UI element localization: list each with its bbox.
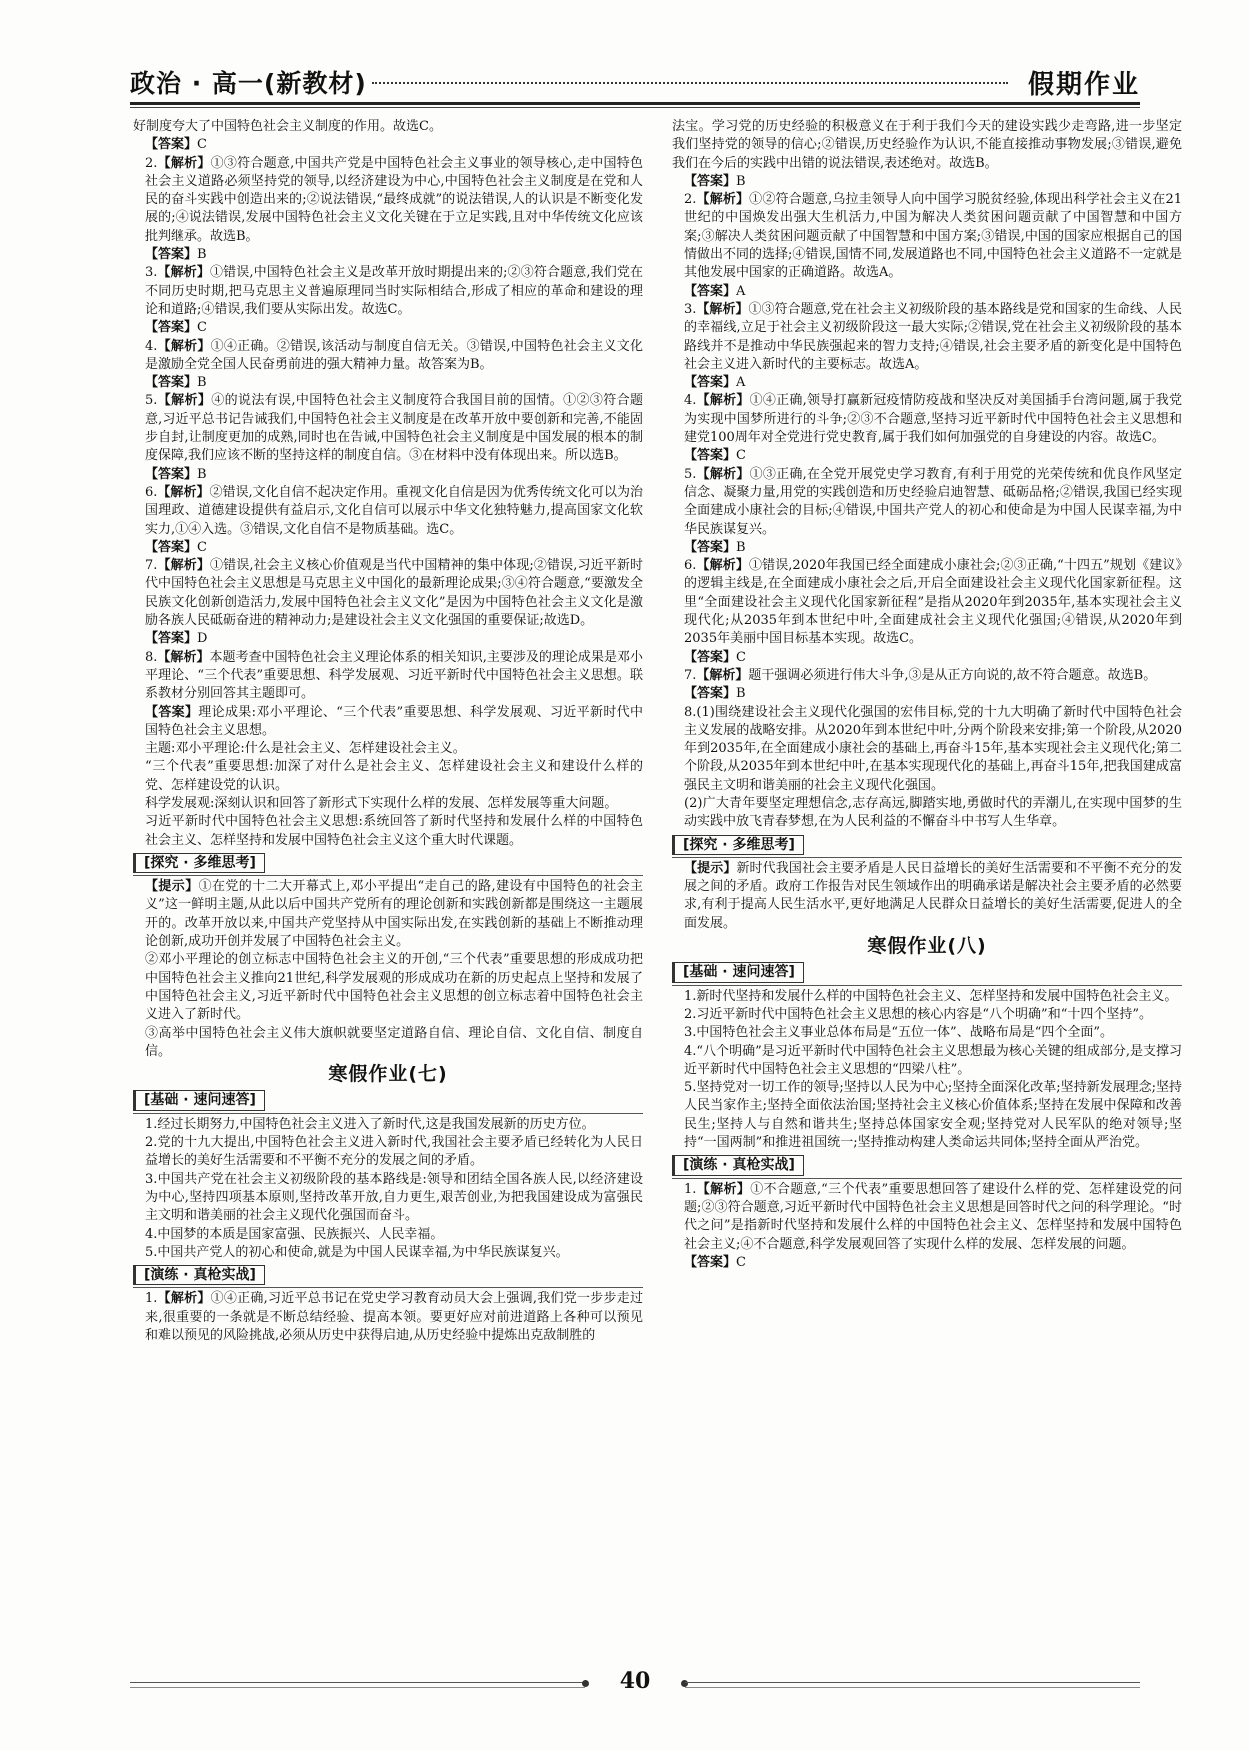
text-paragraph [133,1025,643,1062]
page-footer [130,1668,1140,1698]
item-label: 【答案】 [145,320,198,336]
right-column [672,118,1182,1272]
answer-line [672,1254,1182,1272]
item-text: 本题考查中国特色社会主义理论体系的相关知识,主要涉及的理论成果是邓小平理论、“三个代表”重要思想、科学发展观、习近平新时代中国特色社会主义思想。联系教材分别回答其主题即可。 [145,649,643,702]
section-heading-label: [探究 · 多维思考] [133,853,265,873]
item-text: ②错误,文化自信不起决定作用。重视文化自信是因为优秀传统文化可以为治国理政、道德建设提供有益启示,文化自信可以展示中华文化独特魅力,提高国家文化软实力,①④入选。③错误,文化自信不是物质基础。选C。 [145,484,643,537]
item-number: 1. [684,1181,697,1197]
item-text: A [736,283,746,299]
item-number: 5. [684,466,697,482]
item-text: ①④正确,领导打赢新冠疫情防疫战和坚决反对美国插手台湾问题,属于我党为实现中国梦所进行的斗争;②③不合题意,坚持习近平新时代中国特色社会主义思想和建党100周年对全党进行党史教育,属于我们如何加强党的自身建设的内容。故选C。 [684,393,1182,446]
item-text: B [197,247,207,263]
item-number: 4. [145,338,158,354]
left-column [133,118,643,1345]
section-heading-label: [基础 · 速问速答] [672,962,804,982]
item-number: 2. [684,1006,697,1022]
item-label: 【解析】 [696,466,750,482]
item-text: C [197,320,207,336]
item-text: ①④正确,习近平总书记在党史学习教育动员大会上强调,我们党一步步走过来,很重要的一条就是不断总结经验、提高本领。要更好应对前进道路上各种可以预见和难以预见的风险挑战,必须从历史中获得启迪,从历史经验中提炼出克敌制胜的 [145,1291,643,1343]
item-text: ①在党的十二大开幕式上,邓小平提出“走自己的路,建设有中国特色的社会主义”这一鲜明主题,从此以后中国共产党所有的理论创新和实践创新都是围绕这一主题展开的。改革开放以来,中国共产党坚持从中国实际出发,在实践创新的基础上不断推动理论创新,成功开创并发展了中国特色社会主义。 [145,879,643,950]
item-number: 1. [145,1291,158,1307]
answer-line [672,860,1182,933]
item-number: 4. [684,393,697,409]
question-item [133,649,643,704]
item-text: 中国共产党在社会主义初级阶段的基本路线是:领导和团结全国各族人民,以经济建设为中心,坚持四项基本原则,坚持改革开放,自力更生,艰苦创业,为把我国建设成为富强民主文明和谐美丽的社会主义现代化强国而奋斗。 [145,1171,643,1224]
item-text: ③高举中国特色社会主义伟大旗帜就要坚定道路自信、理论自信、文化自信、制度自信。 [145,1025,643,1059]
item-label: 【答案】 [684,539,737,555]
section-heading [672,959,1182,985]
item-number: 3. [145,1171,158,1187]
item-text: 新时代坚持和发展什么样的中国特色社会主义、怎样坚持和发展中国特色社会主义。 [696,988,1178,1004]
item-text: 法宝。学习党的历史经验的积极意义在于利于我们今天的建设实践少走弯路,进一步坚定我们坚持党的领导的信心;②错误,历史经验作为认识,不能直接推动事物发展;③错误,避免我们在今后的实践中出错的说法错误,表述绝对。故选B。 [672,119,1182,171]
item-text: 中国梦的本质是国家富强、民族振兴、人民幸福。 [157,1226,444,1242]
item-text: C [736,448,746,464]
question-item [672,1006,1182,1024]
question-item [672,301,1182,374]
text-paragraph [133,813,643,850]
item-label: 【答案】 [684,1254,737,1270]
section-title: 寒假作业(八) [867,935,987,958]
item-text: C [197,539,207,555]
item-text: “八个明确”是习近平新时代中国特色社会主义思想最为核心关键的组成部分,是支撑习近平新时代中国特色社会主义思想的“四梁八柱”。 [684,1043,1182,1077]
question-item [672,1024,1182,1042]
item-text: B [736,539,746,555]
item-text: 经过长期努力,中国特色社会主义进入了新时代,这是我国发展新的历史方位。 [157,1116,595,1132]
item-label: 【解析】 [696,558,749,574]
answer-line [133,466,643,484]
item-text: ④的说法有误,中国特色社会主义制度符合我国目前的国情。①②③符合题意,习近平总书记告诫我们,中国特色社会主义制度是在改革开放中要创新和完善,不能固步自封,让制度更加的成熟,同时也在告诫,中国特色社会主义制度是中国发展的根本的制度保障,我们应该不断的坚持这样的制度自信。③在材料中没有体现出来。所以选B。 [145,393,643,464]
item-text: “三个代表”重要思想:加深了对什么是社会主义、怎样建设社会主义和建设什么样的党、怎样建设党的认识。 [145,759,643,793]
item-number: 4. [684,1043,697,1059]
answer-line [133,246,643,264]
item-text: B [197,466,207,482]
item-text: ①错误,2020年我国已经全面建成小康社会;②③正确,“十四五”规划《建议》的逻辑主线是,在全面建成小康社会之后,开启全面建设社会主义现代化国家新征程。这里“全面建设社会主义现代化国家新征程”是指从2020年到2035年,基本实现社会主义现代化;从2035年到本世纪中叶,全面建成社会主义现代化强国;④错误,从2020年到2035年美丽中国目标基本实现。故选C。 [684,558,1182,647]
answer-line [133,630,643,648]
answer-line [672,539,1182,557]
section-heading [133,1087,643,1113]
section-heading-label: [演练 · 真枪实战] [672,1155,804,1175]
text-paragraph [133,758,643,795]
item-number: 6. [684,558,697,574]
item-text: ①不合题意,“三个代表”重要思想回答了建设什么样的党、怎样建设党的问题;②③符合题意,习近平新时代中国特色社会主义思想是回答时代之问的科学理论。“时代之问”是指新时代坚持和发展什么样的中国特色社会主义、怎样坚持和发展中国特色社会主义;④不合题意,科学发展观回答了实现什么样的发展、怎样发展的问题。 [684,1181,1182,1252]
item-number: 1. [684,988,697,1004]
footer-rule-right-2 [685,1687,1140,1688]
item-text: 中国共产党人的初心和使命,就是为中国人民谋幸福,为中华民族谋复兴。 [157,1244,569,1260]
item-number: 1. [145,1116,158,1132]
question-item [133,155,643,246]
item-number: 7. [145,558,158,574]
question-item [133,1171,643,1226]
item-text: 科学发展观:深刻认识和回答了新形式下实现什么样的发展、怎样发展等重大问题。 [145,795,618,811]
answer-line [133,319,643,337]
text-paragraph [133,118,643,136]
item-label: 【解析】 [696,1181,751,1197]
answer-line [672,685,1182,703]
item-number: 5. [145,1244,158,1260]
section-heading [133,1262,643,1288]
item-label: 【解析】 [696,393,750,409]
item-number: 2. [145,155,158,171]
item-label: 【答案】 [145,137,198,153]
item-number: 2. [684,192,697,208]
header-dotted-line [372,82,1008,84]
item-label: 【解析】 [157,649,210,665]
question-item [133,1244,643,1262]
question-item [133,392,643,465]
section-heading-label: [演练 · 真枪实战] [133,1265,265,1285]
header-rule [130,102,1140,105]
item-number: 5. [684,1080,697,1096]
item-label: 【提示】 [145,879,199,895]
question-item [672,1181,1182,1254]
item-label: 【答案】 [684,649,737,665]
answer-line [672,173,1182,191]
item-text: 习近平新时代中国特色社会主义思想:系统回答了新时代坚持和发展什么样的中国特色社会主义、怎样坚持和发展中国特色社会主义这个重大时代课题。 [145,814,643,848]
item-number: 3. [684,1025,697,1041]
question-item [672,704,1182,795]
answer-line [133,539,643,557]
question-item [133,557,643,630]
answer-line [672,649,1182,667]
item-text: (2)广大青年要坚定理想信念,志存高远,脚踏实地,勇做时代的弄潮儿,在实现中国梦的生动实践中放飞青春梦想,在为人民利益的不懈奋斗中书写人生华章。 [684,795,1182,830]
question-item [672,392,1182,447]
item-text: ①③符合题意,中国共产党是中国特色社会主义事业的领导核心,走中国特色社会主义道路必须坚持党的领导,以经济建设为中心,中国特色社会主义制度是在党和人民的奋斗实践中创造出来的;②说法错误,“最终成就”的说法错误,人的认识是不断变化发展的;④说法错误,发展中国特色社会主义文化关键在于立足实践,且对中华传统文化应该批判继承。故选B。 [145,155,643,244]
item-text: 理论成果:邓小平理论、“三个代表”重要思想、科学发展观、习近平新时代中国特色社会主义思想。 [145,704,643,738]
item-text: (1)围绕建设社会主义现代化强国的宏伟目标,党的十九大明确了新时代中国特色社会主义发展的战略安排。从2020年到本世纪中叶,分两个阶段来安排;第一个阶段,从2020年到2035年,在全面建成小康社会的基础上,再奋斗15年,基本实现社会主义现代化;第二个阶段,从2035年到本世纪中叶,在基本实现现代化的基础上,再奋斗15年,把我国建成富强民主文明和谐美丽的社会主义现代化强国。 [684,704,1182,793]
item-label: 【解析】 [157,265,211,281]
item-label: 【解析】 [696,192,750,208]
item-label: 【答案】 [145,375,198,391]
text-paragraph [133,740,643,758]
header-subject: 政治 · 高一(新教材) [130,69,367,98]
item-label: 【答案】 [145,539,198,555]
question-item [672,1079,1182,1152]
section-title: 寒假作业(七) [328,1063,448,1086]
item-text: ①③正确,在全党开展党史学习教育,有利于用党的光荣传统和优良作风坚定信念、凝聚力量,用党的实践创造和历史经验启迪智慧、砥砺品格;②错误,我国已经实现全面建成小康社会的目标;④错误,中国共产党人的初心和使命是为中国人民谋幸福,为中华民族谋复兴。 [684,466,1182,537]
question-item [672,667,1182,685]
item-text: 好制度夸大了中国特色社会主义制度的作用。故选C。 [133,119,442,134]
footer-rule-right [685,1682,1140,1683]
item-text: B [736,173,746,189]
section-heading [672,1152,1182,1178]
section-heading [133,850,643,876]
item-text: B [197,375,207,391]
answer-line [672,447,1182,465]
text-paragraph [133,795,643,813]
item-text: 党的十九大提出,中国特色社会主义进入新时代,我国社会主要矛盾已经转化为人民日益增长的美好生活需要和不平衡不充分的发展之间的矛盾。 [145,1135,643,1169]
question-item [672,988,1182,1006]
question-item [672,466,1182,539]
question-item [133,264,643,319]
text-paragraph [672,795,1182,832]
question-item [672,1043,1182,1080]
item-label: 【答案】 [684,375,737,391]
item-text: D [197,631,208,647]
item-label: 【解析】 [696,301,749,317]
item-text: 题干强调必须进行伟大斗争,③是从正方向说的,故不符合题意。故选B。 [748,667,1157,683]
item-text: C [197,137,207,153]
question-item [133,1134,643,1171]
item-label: 【答案】 [145,247,198,263]
item-text: 主题:邓小平理论:什么是社会主义、怎样建设社会主义。 [145,741,466,757]
item-text: ①②符合题意,乌拉圭领导人向中国学习脱贫经验,体现出科学社会主义在21世纪的中国焕发出强大生机活力,中国为解决人类贫困问题贡献了中国智慧和中国方案;③解决人类贫困问题贡献了中国智慧和中国方案;③错误,中国的国家应根据自己的国情做出不同的选择;④错误,国情不同,发展道路也不同,中国特色社会主义道路不一定就是其他发展中国家的正确道路。故选A。 [684,192,1182,281]
item-label: 【解析】 [157,155,211,171]
item-text: ②邓小平理论的创立标志中国特色社会主义的开创,“三个代表”重要思想的形成成功把中国特色社会主义推向21世纪,科学发展观的形成成功在新的历史起点上坚持和发展了中国特色社会主义,习近平新时代中国特色社会主义思想的创立标志着中国特色社会主义进入了新时代。 [145,952,643,1023]
item-label: 【解析】 [157,558,211,574]
answer-line [672,283,1182,301]
item-text: 坚持党对一切工作的领导;坚持以人民为中心;坚持全面深化改革;坚持新发展理念;坚持人民当家作主;坚持全面依法治国;坚持社会主义核心价值体系;坚持在发展中保障和改善民生;坚持人与自然和谐共生;坚持总体国家安全观;坚持党对人民军队的绝对领导;坚持“一国两制”和推进祖国统一;坚持推动构建人类命运共同体;坚持全面从严治党。 [684,1080,1182,1151]
item-label: 【答案】 [684,283,737,299]
item-label: 【答案】 [684,448,737,464]
question-item [133,484,643,539]
text-paragraph [672,118,1182,173]
item-number: 6. [145,484,158,500]
item-label: 【答案】 [145,704,199,720]
header-rule-thin [130,107,1140,108]
question-item [672,191,1182,282]
item-number: 2. [145,1135,158,1151]
section-heading-label: [探究 · 多维思考] [672,835,804,855]
item-text: 习近平新时代中国特色社会主义思想的核心内容是“八个明确”和“十四个坚持”。 [696,1006,1152,1022]
item-label: 【提示】 [684,860,737,876]
answer-line [133,878,643,951]
item-label: 【答案】 [145,466,198,482]
section-heading [672,832,1182,858]
item-label: 【解析】 [157,393,212,409]
answer-line [133,136,643,154]
text-paragraph [133,951,643,1024]
item-text: ①③符合题意,党在社会主义初级阶段的基本路线是党和国家的生命线、人民的幸福线,立足于社会主义初级阶段这一最大实际;②错误,党在社会主义初级阶段的基本路线并不是推动中华民族强起来的智力支持;④错误,社会主要矛盾的新变化是中国特色社会主义进入新时代的主要标志。故选A。 [684,301,1182,372]
item-label: 【解析】 [696,667,749,683]
item-text: ①错误,社会主义核心价值观是当代中国精神的集中体现;②错误,习近平新时代中国特色社会主义思想是马克思主义中国化的最新理论成果;③④符合题意,“要激发全民族文化创新创造活力,发展中国特色社会主义文化”是因为中国特色社会主义文化是激励各族人民砥砺奋进的精神动力;是建设社会主义文化强国的重要保证;故选D。 [145,558,643,629]
item-label: 【解析】 [157,338,211,354]
header-title: 假期作业 [1027,70,1140,100]
question-item [133,1116,643,1134]
item-number: 3. [684,301,697,317]
item-number: 3. [145,265,158,281]
item-number: 8. [684,704,697,720]
item-number: 4. [145,1226,158,1242]
answer-line [133,374,643,392]
item-number: 5. [145,393,158,409]
item-number: 8. [145,649,158,665]
question-item [133,1290,643,1345]
question-item [133,1226,643,1244]
item-label: 【解析】 [157,484,210,500]
item-text: 新时代我国社会主要矛盾是人民日益增长的美好生活需要和不平衡不充分的发展之间的矛盾。政府工作报告对民生领域作出的明确承诺是解决社会主要矛盾的必然要求,有利于提高人民生活水平,更好地满足人民群众日益增长的美好生活需要,促进人的全面发展。 [684,860,1182,931]
answer-line [672,374,1182,392]
page-number: 40 [619,1668,651,1694]
item-text: C [736,1254,746,1270]
item-text: B [736,686,746,702]
item-text: ①错误,中国特色社会主义是改革开放时期提出来的;②③符合题意,我们党在不同历史时期,把马克思主义普遍原理同当时实际相结合,形成了相应的革命和建设的理论和道路;④错误,我们要从实际出发。故选C。 [145,265,643,317]
item-number: 7. [684,667,697,683]
question-item [672,557,1182,648]
question-item [133,338,643,375]
page-header [130,62,1140,112]
item-label: 【答案】 [684,173,737,189]
section-heading-label: [基础 · 速问速答] [133,1090,265,1110]
item-text: A [736,375,746,391]
item-label: 【答案】 [684,686,737,702]
item-label: 【答案】 [145,631,198,647]
item-text: 中国特色社会主义事业总体布局是“五位一体”、战略布局是“四个全面”。 [696,1025,1113,1041]
item-label: 【解析】 [157,1291,211,1307]
answer-line [133,704,643,741]
item-text: C [736,649,746,665]
item-text: ①④正确。②错误,该活动与制度自信无关。③错误,中国特色社会主义文化是激励全党全国人民奋勇前进的强大精神力量。故答案为B。 [145,338,643,372]
